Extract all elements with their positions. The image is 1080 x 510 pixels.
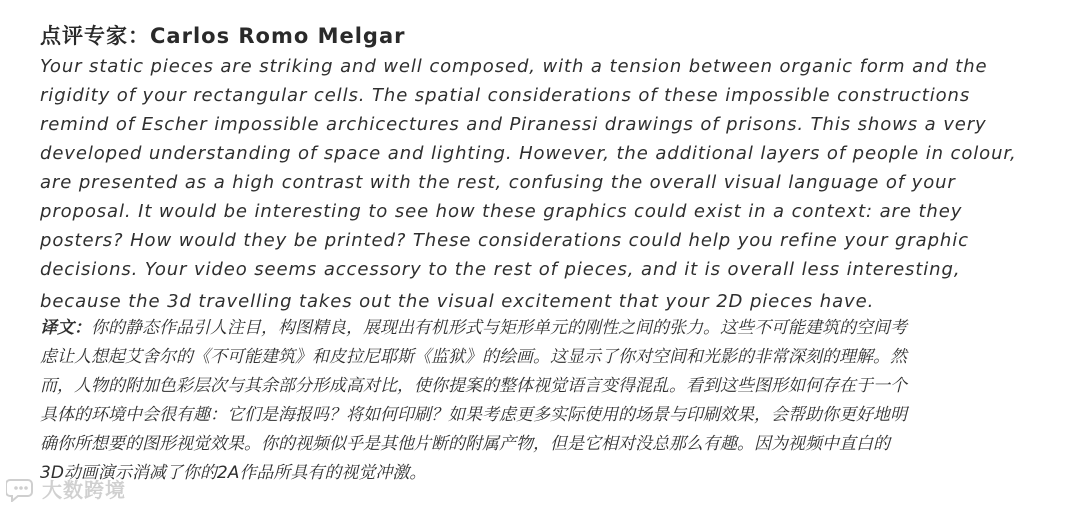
english-line: Your static pieces are striking and well composed, with a tension between organic form and the	[40, 56, 988, 77]
english-line: posters? How would they be printed? These considerations could help you refine your graphic	[40, 230, 969, 251]
chinese-line: 确你所想要的图形视觉效果。你的视频似乎是其他片断的附属产物，但是它相对没总那么有趣。因为视频中直白的	[40, 434, 890, 454]
english-line: are presented as a high contrast with the rest, confusing the overall visual language of your	[40, 172, 956, 193]
chinese-line-text: 你的静态作品引人注目，构图精良，展现出有机形式与矩形单元的刚性之间的张力。这些不可能建筑的空间考	[91, 318, 907, 338]
english-line: decisions. Your video seems accessory to the rest of pieces, and it is overall less interesting,	[40, 259, 961, 280]
chinese-line: 而，人物的附加色彩层次与其余部分形成高对比，使你提案的整体视觉语言变得混乱。看到这些图形如何存在于一个	[40, 376, 907, 396]
chat-bubble-logo-icon	[6, 476, 36, 502]
watermark	[6, 474, 126, 503]
watermark-text: 大数跨境	[42, 478, 126, 502]
chinese-line	[40, 314, 1050, 343]
chinese-line: 具体的环境中会很有趣：它们是海报吗？将如何印刷？如果考虑更多实际使用的场景与印刷效果，会帮助你更好地明	[40, 405, 907, 425]
reviewer-heading: 点评专家：Carlos Romo Melgar	[40, 24, 406, 48]
english-review	[40, 52, 1050, 316]
chinese-translation	[40, 314, 1050, 488]
chinese-line: 3D动画演示消减了你的2A作品所具有的视觉冲激。	[40, 463, 427, 483]
english-line: because the 3d travelling takes out the visual excitement that your 2D pieces have.	[40, 291, 875, 312]
english-line: developed understanding of space and lighting. However, the additional layers of people in colour,	[40, 143, 1017, 164]
english-line: remind of Escher impossible archicectures and Piranessi drawings of prisons. This shows a very	[40, 114, 987, 135]
translation-label: 译文：	[40, 318, 91, 338]
english-line: rigidity of your rectangular cells. The spatial considerations of these impossible constructions	[40, 85, 971, 106]
english-line: proposal. It would be interesting to see how these graphics could exist in a context: are they	[40, 201, 963, 222]
chinese-line: 虑让人想起艾舍尔的《不可能建筑》和皮拉尼耶斯《监狱》的绘画。这显示了你对空间和光影的非常深刻的理解。然	[40, 347, 907, 367]
